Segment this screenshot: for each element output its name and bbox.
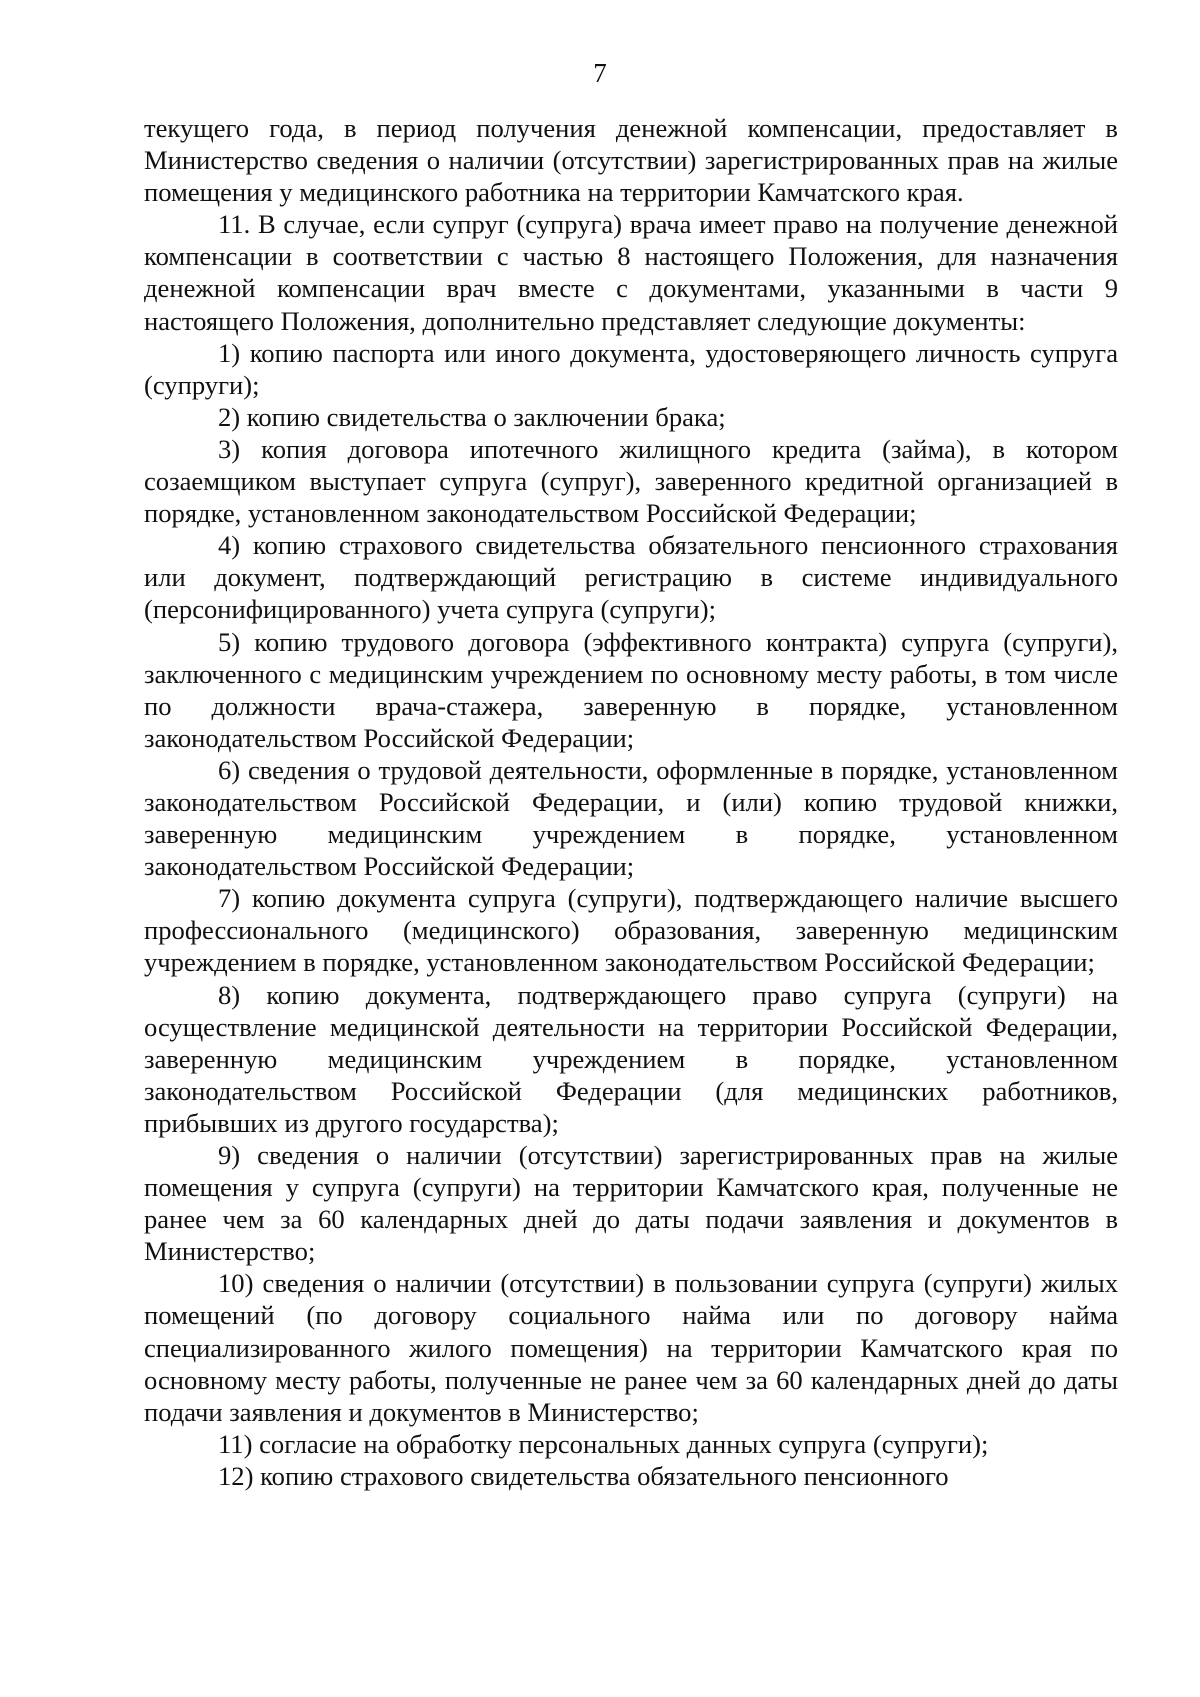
paragraph-clause-11: 11. В случае, если супруг (супруга) врача имеет право на получение денежной компенсации в соответствии с частью 8 настоящего Положения, для назначения денежной компенсации врач вместе с документами, указанными в части 9 настоящего Положения, дополнительно представляет следующие документы:: [144, 209, 1118, 336]
list-item-8: 8) копию документа, подтверждающего право супруга (супруги) на осуществление медицинской деятельности на территории Российской Федерации, заверенную медицинским учреждением в порядке, установленном законодательством Российской Федерации (для медицинских работников, прибывших из другого государства);: [144, 979, 1118, 1138]
list-item-7: 7) копию документа супруга (супруги), подтверждающего наличие высшего профессионального (медицинского) образования, заверенную медицинским учреждением в порядке, установленном законодательством Российской Федерации;: [144, 883, 1118, 978]
list-item-9: 9) сведения о наличии (отсутствии) зарегистрированных прав на жилые помещения у супруга (супруги) на территории Камчатского края, полученные не ранее чем за 60 календарных дней до даты подачи заявления и документов в Министерство;: [144, 1140, 1118, 1267]
list-item-6: 6) сведения о трудовой деятельности, оформленные в порядке, установленном законодательством Российской Федерации, и (или) копию трудовой книжки, заверенную медицинским учреждением в порядке, установленном законодательством Российской Федерации;: [144, 754, 1118, 882]
page-number: 7: [593, 58, 607, 88]
list-item-4: 4) копию страхового свидетельства обязательного пенсионного страхования или документ, подтверждающий регистрацию в системе индивидуального (персонифицированного) учета супруга (супруги);: [144, 530, 1118, 625]
list-item-10: 10) сведения о наличии (отсутствии) в пользовании супруга (супруги) жилых помещений (по договору социального найма или по договору найма специализированного жилого помещения) на территории Камчатского края по основному месту работы, полученные не ранее чем за 60 календарных дней до даты подачи заявления и документов в Министерство;: [144, 1268, 1118, 1427]
list-item-3: 3) копия договора ипотечного жилищного кредита (займа), в котором созаемщиком выступает супруга (супруг), заверенного кредитной организацией в порядке, установленном законодательством Российской Федерации;: [144, 433, 1118, 529]
list-item-2: 2) копию свидетельства о заключении брака;: [218, 401, 726, 432]
list-item-1: 1) копию паспорта или иного документа, удостоверяющего личность супруга (супруги);: [144, 337, 1118, 400]
paragraph-continuation: текущего года, в период получения денежной компенсации, предоставляет в Министерство сведения о наличии (отсутствии) зарегистрированных прав на жилые помещения у медицинского работника на территории Камчатского края.: [144, 113, 1118, 208]
document-body: [144, 112, 1118, 1492]
list-item-5: 5) копию трудового договора (эффективного контракта) супруга (супруги), заключенного с медицинским учреждением по основному месту работы, в том числе по должности врача-стажера, заверенную в порядке, установленном законодательством Российской Федерации;: [144, 626, 1118, 753]
list-item-11: 11) согласие на обработку персональных данных супруга (супруги);: [218, 1428, 989, 1459]
list-item-12: 12) копию страхового свидетельства обязательного пенсионного: [218, 1460, 949, 1491]
